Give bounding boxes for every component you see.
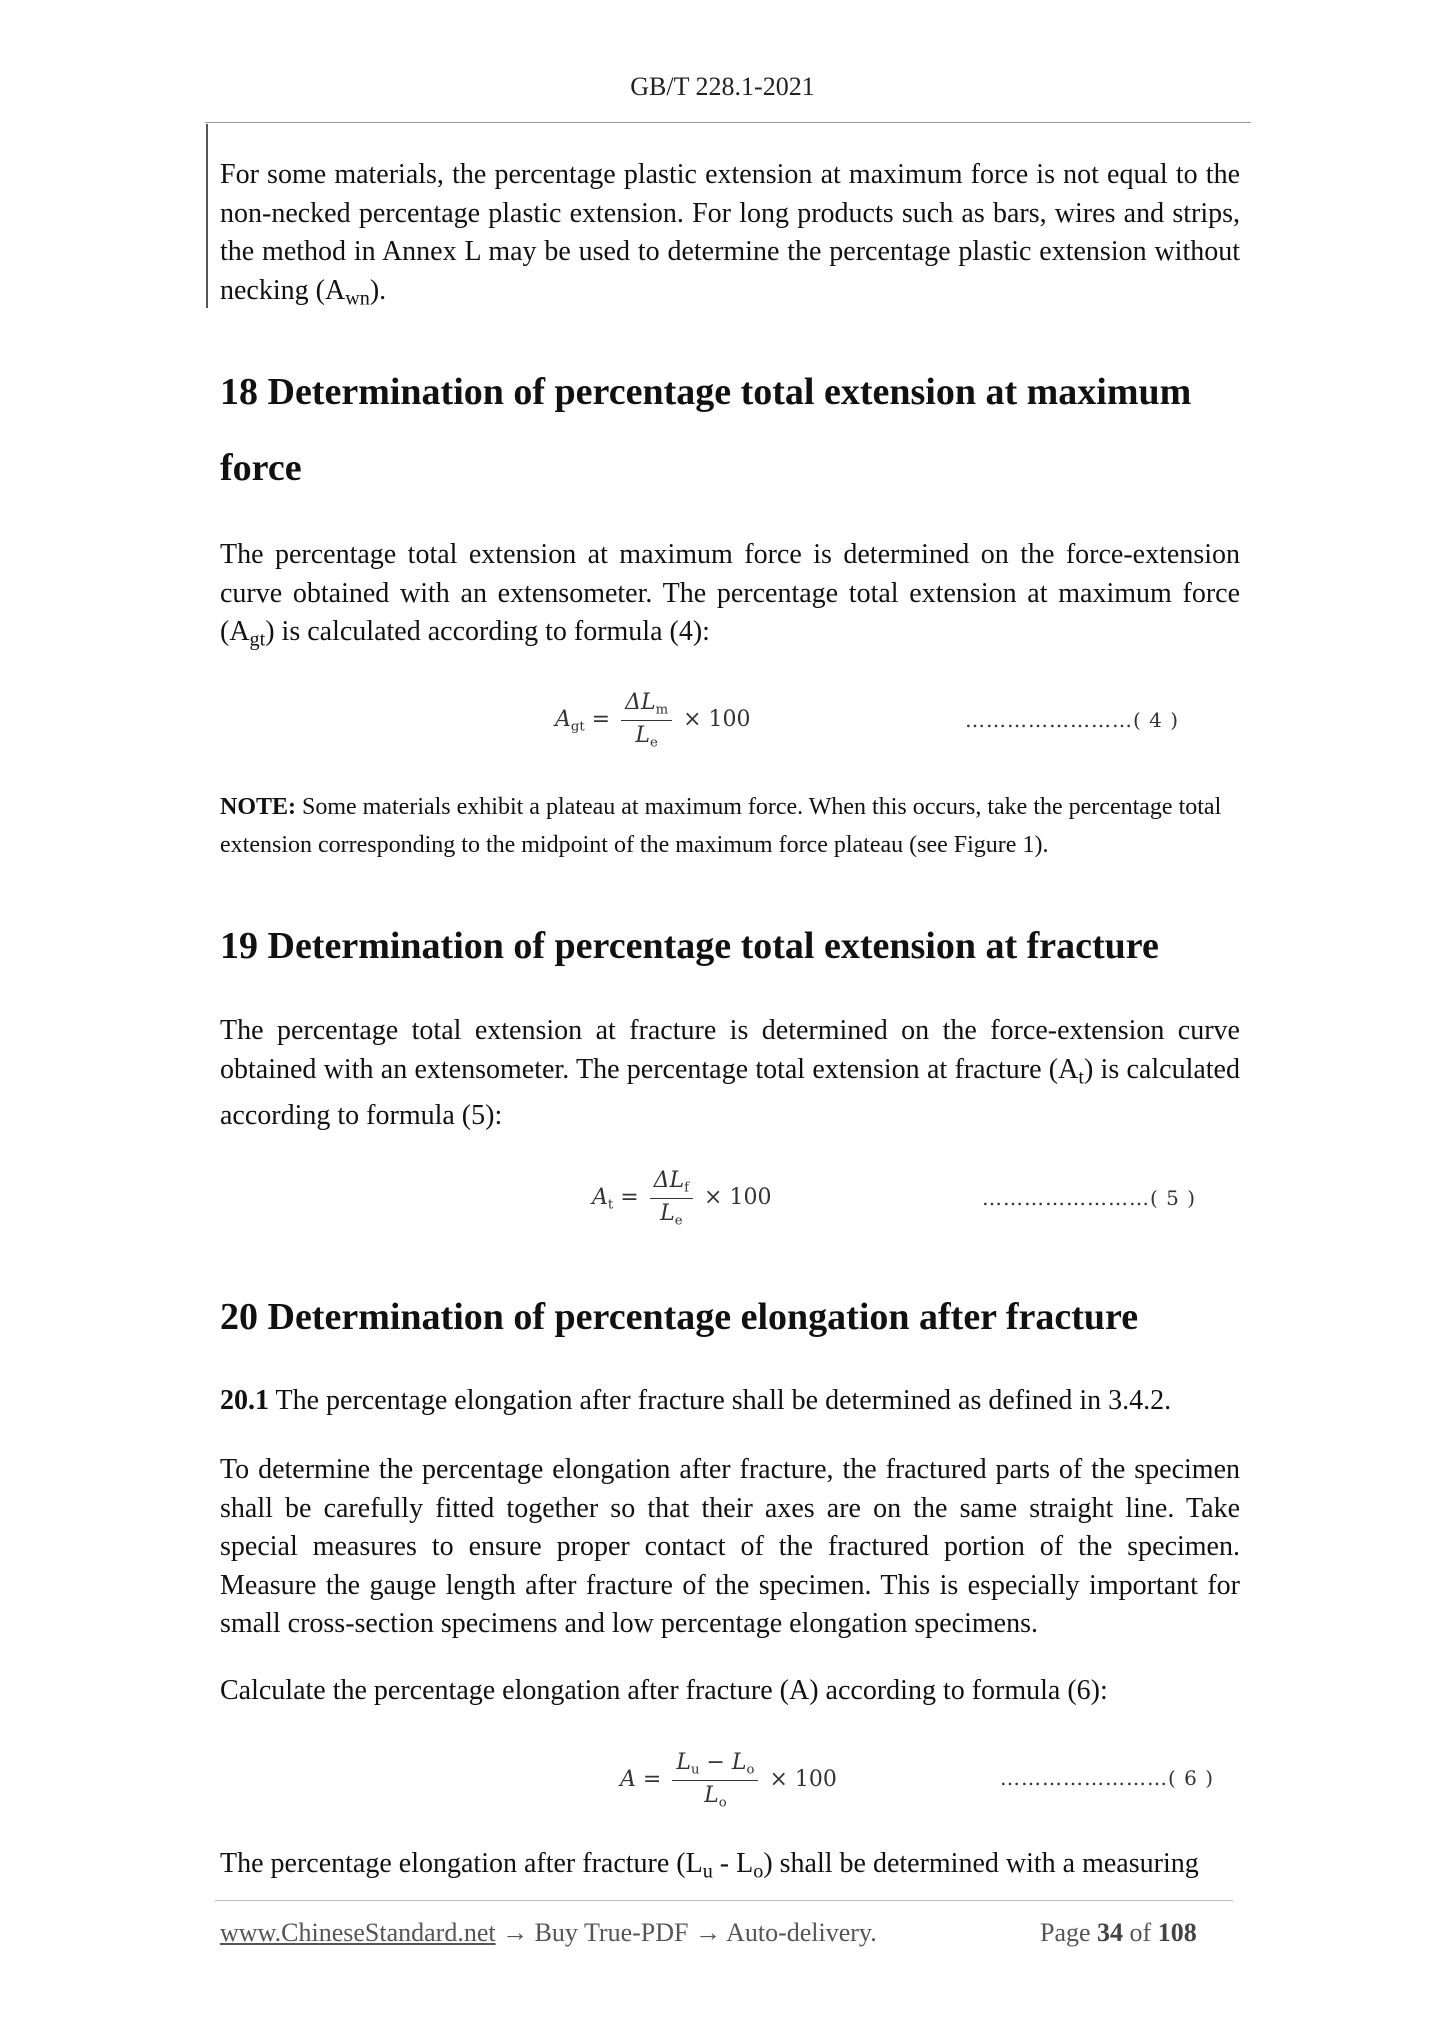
section-18-note [220, 788, 1240, 864]
f5-den-sub: e [674, 1213, 683, 1229]
f5-lhs-sub: t [607, 1197, 614, 1213]
s20-p4-sub1: u [702, 1860, 713, 1883]
section-19-heading: 19 Determination of percentage total extension at fracture [220, 925, 1159, 967]
f5-fraction [650, 1168, 693, 1228]
f4-den-sub: e [649, 735, 658, 751]
f4-num: ΔL [625, 690, 656, 715]
f6-minus: − [706, 1750, 725, 1775]
s18-p1-sub: gt [249, 628, 266, 651]
section-20-paragraph-2: To determine the percentage elongation after fracture, the fractured parts of the specimen shall be carefully fitted together so that their axes are on the same straight line. Take special measures to ensure proper contact of the fractured portion of the specimen. Measure the gauge length after fracture of the specimen. This is especially important for small cross-section specimens and low percentage elongation specimens. [220, 1454, 1240, 1639]
note-label: NOTE: [220, 794, 297, 820]
s20-p4-end: ) shall be determined with a measuring [763, 1848, 1199, 1879]
f6-num-b-sub: o [746, 1762, 755, 1778]
f6-den-sub: o [718, 1795, 727, 1811]
formula-6: A = $\frac{L_u - L_o}{L_o}$ × 100 [620, 1750, 837, 1811]
page-indicator [1040, 1918, 1197, 1948]
header-divider [205, 122, 1251, 123]
section-19-paragraph [220, 1012, 1240, 1135]
s18-p1-end: ) is calculated according to formula (4): [265, 616, 710, 647]
section-18-paragraph [220, 536, 1240, 659]
section-20-paragraph-4 [220, 1845, 1240, 1891]
s18-p1-text: The percentage total extension at maximum force is determined on the force-extension curve obtained with an extensometer. The percentage total extension at maximum force (A [220, 539, 1240, 647]
f6-num-b: L [731, 1750, 747, 1775]
footer-divider [215, 1900, 1233, 1901]
f4-lhs-sub: gt [570, 719, 585, 735]
intro-sub: wn [345, 287, 370, 310]
section-18-heading: 18 Determination of percentage total extension at maximum force [220, 371, 1192, 489]
f4-den: L [635, 722, 650, 748]
formula-5: $A_t$ = $\frac{\Delta L_f}{L_e}$ × 100 [592, 1168, 772, 1229]
f6-mult: × 100 [769, 1767, 837, 1793]
s19-p1-text: The percentage total extension at fracture is determined on the force-extension curve obtained with an extensometer. The percentage total extension at fracture (A [220, 1015, 1240, 1085]
s19-p1-end: ) is calculated according to formula (5): [220, 1053, 1240, 1131]
f5-num-sub: f [684, 1180, 690, 1196]
of-label: of [1129, 1918, 1152, 1947]
intro-text: For some materials, the percentage plastic extension at maximum force is not equal to the non-necked percentage plastic extension. For long products such as bars, wires and strips, the method in Annex L may be used to determine the percentage plastic extension without necking (A [220, 159, 1240, 306]
page-header-title: GB/T 228.1-2021 [630, 72, 815, 101]
formula-5-number: ……………………( 5 ) [982, 1186, 1197, 1210]
formula-6-number: ……………………( 6 ) [1000, 1766, 1215, 1790]
f6-num-a: L [676, 1750, 691, 1775]
intro-paragraph [220, 156, 1240, 318]
page-label: Page [1040, 1918, 1091, 1947]
f6-lhs: A [620, 1767, 636, 1793]
page-total: 108 [1157, 1918, 1197, 1947]
s20-p4-sub2: o [753, 1860, 764, 1883]
note-text: Some materials exhibit a plateau at maximum force. When this occurs, take the percentage total extension corresponding to the midpoint of the maximum force plateau (see Figure 1). [220, 794, 1222, 858]
change-bar [206, 124, 208, 308]
f4-num-sub: m [655, 702, 669, 718]
formula-4-number: ……………………( 4 ) [965, 708, 1180, 732]
f6-num-a-sub: u [690, 1762, 700, 1778]
buy-pdf-text: Buy True-PDF [534, 1918, 689, 1947]
section-20-paragraph-3: Calculate the percentage elongation after fracture (A) according to formula (6): [220, 1675, 1108, 1706]
f5-lhs: A [592, 1185, 608, 1211]
s20-1-label: 20.1 [220, 1385, 269, 1416]
page-number: 34 [1097, 1918, 1124, 1947]
section-20-1-paragraph [220, 1382, 1240, 1421]
f4-fraction [621, 690, 672, 750]
formula-4: $A_{gt}$ = $\frac{\Delta L_m}{L_e}$ × 100 [555, 690, 751, 751]
section-20-heading: 20 Determination of percentage elongation after fracture [220, 1296, 1139, 1338]
s20-1-text: The percentage elongation after fracture shall be determined as defined in 3.4.2. [269, 1385, 1172, 1416]
f5-num: ΔL [653, 1168, 685, 1193]
s20-p4-mid: - L [712, 1848, 754, 1879]
site-link[interactable]: www.ChineseStandard.net [220, 1918, 496, 1947]
arrow-right-icon: → [495, 1918, 535, 1947]
footer-links [220, 1918, 877, 1948]
f6-fraction [672, 1750, 758, 1810]
s19-p1-sub: t [1078, 1066, 1084, 1089]
intro-end: ). [369, 274, 387, 306]
arrow-right-icon: → [688, 1918, 727, 1947]
s20-p4-a: The percentage elongation after fracture (L [220, 1848, 703, 1879]
f6-den: L [704, 1782, 719, 1808]
auto-delivery-text: Auto-delivery. [726, 1918, 877, 1947]
f4-lhs: A [555, 707, 571, 733]
f5-mult: × 100 [704, 1185, 772, 1211]
f4-mult: × 100 [683, 707, 751, 733]
f5-den: L [660, 1200, 675, 1226]
